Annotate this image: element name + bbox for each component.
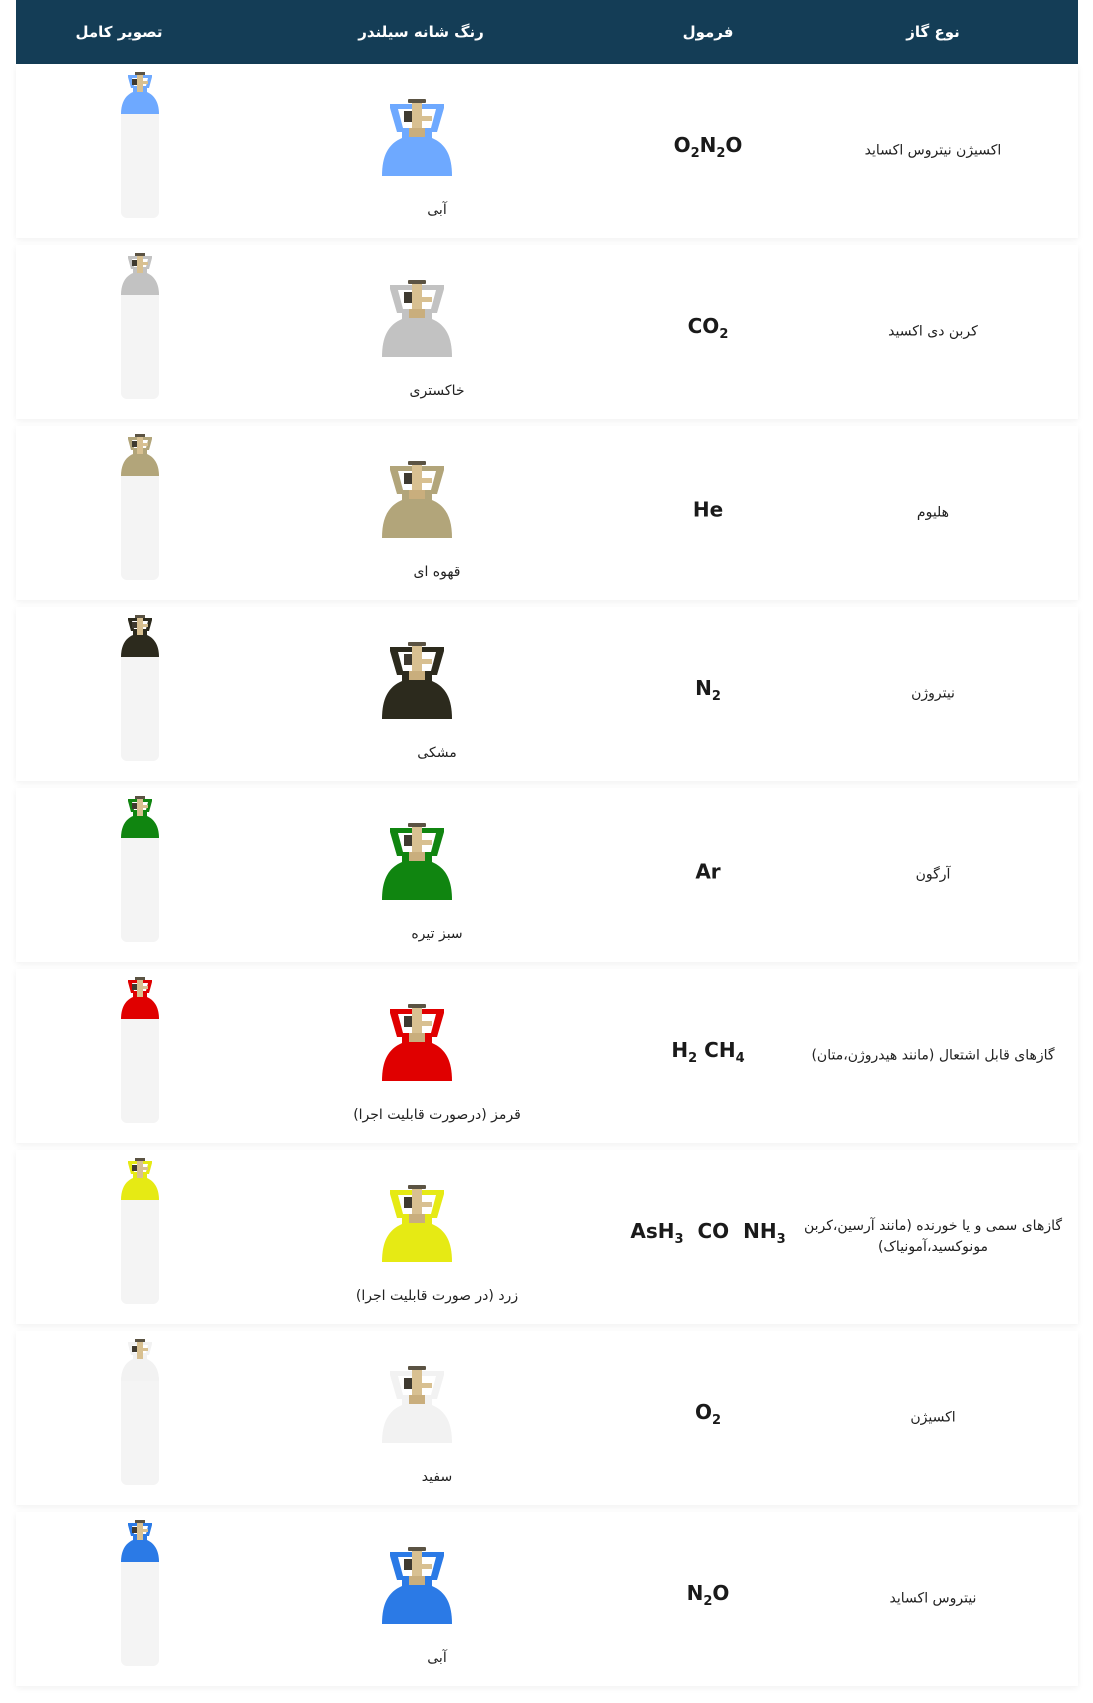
full-cylinder-icon (120, 434, 160, 582)
cylinder-shoulder-icon (380, 279, 454, 361)
shoulder-color-label: سفید (421, 1469, 453, 1485)
gas-formula: $H_2$ $CH_4$ (671, 1037, 745, 1066)
cylinder-shoulder-icon (380, 1365, 454, 1447)
gas-formula: $N_2O$ (686, 1580, 730, 1609)
gas-formula: He (692, 497, 724, 522)
full-cylinder-icon (120, 1339, 160, 1487)
shoulder-color-label: آبی (427, 202, 447, 218)
header-formula: فرمول (682, 23, 734, 41)
gas-formula: AsH$_3$ CO $NH_3$ (630, 1218, 786, 1247)
gas-formula: $O_2$ (694, 1399, 722, 1428)
gas-name: گازهای قابل اشتعال (مانند هیدروژن،متان) (811, 1047, 1055, 1064)
header-shoulder-color: رنگ شانه سیلندر (358, 23, 484, 41)
full-cylinder-icon (120, 72, 160, 220)
gas-cylinder-color-table (16, 0, 1078, 1686)
cylinder-shoulder-icon (380, 460, 454, 542)
table-row (16, 1331, 1078, 1505)
shoulder-color-label: آبی (427, 1650, 447, 1666)
shoulder-color-label: زرد (در صورت قابلیت اجرا) (355, 1288, 519, 1304)
table-row (16, 1150, 1078, 1324)
table-row (16, 788, 1078, 962)
table-row (16, 426, 1078, 600)
shoulder-color-label: قهوه ای (413, 564, 461, 580)
gas-name: کربن دی اکسید (888, 323, 978, 340)
full-cylinder-icon (120, 615, 160, 763)
full-cylinder-icon (120, 1520, 160, 1668)
gas-formula: $O_2N_2O$ (673, 132, 743, 161)
gas-formula: Ar (695, 859, 721, 884)
shoulder-color-label: مشکی (417, 745, 457, 761)
table-row (16, 607, 1078, 781)
gas-name: اکسیژن نیتروس اکساید (864, 142, 1002, 159)
gas-name: نیتروس اکساید (889, 1590, 977, 1607)
cylinder-shoulder-icon (380, 822, 454, 904)
full-cylinder-icon (120, 253, 160, 401)
table-row (16, 1512, 1078, 1686)
cylinder-shoulder-icon (380, 1184, 454, 1266)
full-cylinder-icon (120, 1158, 160, 1306)
shoulder-color-label: قرمز (درصورت قابلیت اجرا) (353, 1107, 521, 1123)
gas-name: اکسیژن (910, 1409, 956, 1426)
gas-name: آرگون (915, 866, 951, 883)
cylinder-shoulder-icon (380, 1003, 454, 1085)
table-row (16, 245, 1078, 419)
full-cylinder-icon (120, 796, 160, 944)
gas-formula: $CO_2$ (687, 313, 729, 342)
shoulder-color-label: سبز تیره (411, 926, 463, 942)
table-row (16, 969, 1078, 1143)
cylinder-shoulder-icon (380, 98, 454, 180)
gas-name: هلیوم (916, 504, 950, 521)
table-body (16, 64, 1078, 1686)
cylinder-shoulder-icon (380, 641, 454, 723)
header-gas-type: نوع گاز (906, 23, 960, 41)
gas-formula: $N_2$ (695, 675, 721, 704)
gas-name: نیتروژن (911, 685, 955, 702)
shoulder-color-label: خاکستری (409, 383, 465, 399)
gas-name: گازهای سمی و یا خورنده (مانند آرسین،کربن مونوکسید،آمونیاک) (803, 1218, 1063, 1255)
table-header (16, 0, 1078, 64)
header-full-image: تصویر کامل (75, 23, 163, 41)
table-row (16, 64, 1078, 238)
full-cylinder-icon (120, 977, 160, 1125)
cylinder-shoulder-icon (380, 1546, 454, 1628)
